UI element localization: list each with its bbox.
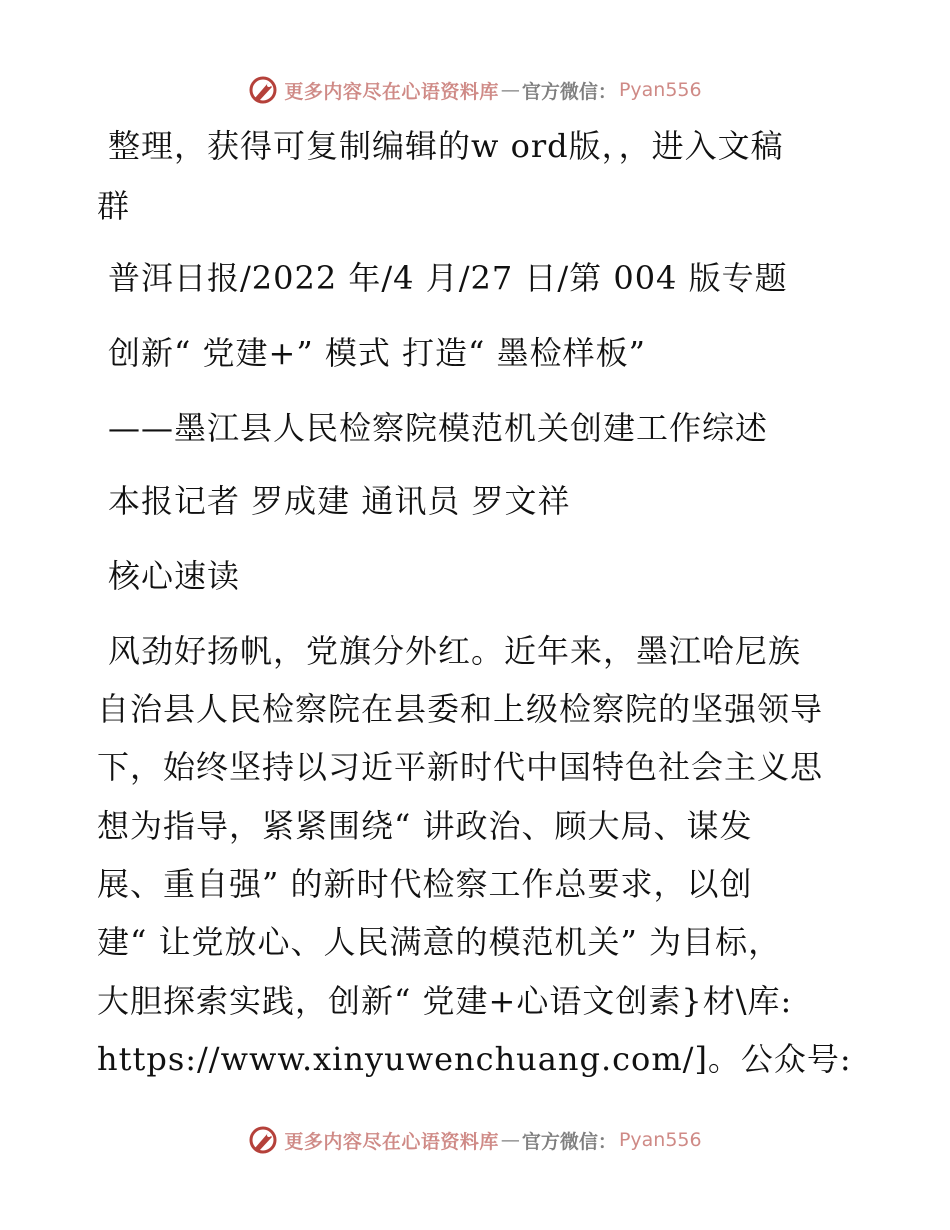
section-heading: 核心速读 — [108, 557, 241, 595]
pen-nib-seal-icon — [248, 75, 278, 105]
article-title: 创新“ 党建+” 模式 打造“ 墨检样板” — [108, 334, 646, 372]
body-line: 自治县人民检察院在县委和上级检察院的坚强领导 — [97, 690, 824, 728]
banner-separator: — — [500, 79, 520, 101]
byline: 本报记者 罗成建 通讯员 罗文祥 — [108, 482, 571, 520]
body-line: 群 — [97, 187, 131, 225]
body-line: 下，始终坚持以习近平新时代中国特色社会主义思 — [97, 748, 824, 786]
body-line: 风劲好扬帆，党旗分外红。近年来，墨江哈尼族 — [108, 632, 802, 670]
article-subtitle: ——墨江县人民检察院模范机关创建工作综述 — [108, 409, 769, 447]
header-watermark-banner — [0, 70, 950, 110]
banner-separator: — — [500, 1129, 520, 1151]
body-line: 建“ 让党放心、人民满意的模范机关” 为目标， — [97, 923, 782, 961]
dateline: 普洱日报/2022 年/4 月/27 日/第 004 版专题 — [108, 259, 788, 297]
body-line: 大胆探索实践，创新“ 党建+心语文创素}材\库: — [97, 982, 793, 1020]
body-line: 想为指导，紧紧围绕“ 讲政治、顾大局、谋发 — [97, 807, 753, 845]
banner-site-text: 更多内容尽在心语资料库 — [284, 1130, 499, 1153]
banner-wechat-label: 官方微信： — [521, 80, 617, 103]
banner-site-text: 更多内容尽在心语资料库 — [284, 80, 499, 103]
banner-wechat-label: 官方微信： — [521, 1130, 617, 1153]
body-line: https://www.xinyuwenchuang.com/]。公众号: — [97, 1040, 852, 1078]
body-line: 整理，获得可复制编辑的w ord版，，进入文稿 — [108, 127, 784, 165]
banner-wechat-id: Pyan556 — [618, 79, 702, 101]
pen-nib-seal-icon — [248, 1125, 278, 1155]
body-line: 展、重自强” 的新时代检察工作总要求，以创 — [97, 865, 753, 903]
banner-wechat-id: Pyan556 — [618, 1129, 702, 1151]
footer-watermark-banner — [0, 1120, 950, 1160]
